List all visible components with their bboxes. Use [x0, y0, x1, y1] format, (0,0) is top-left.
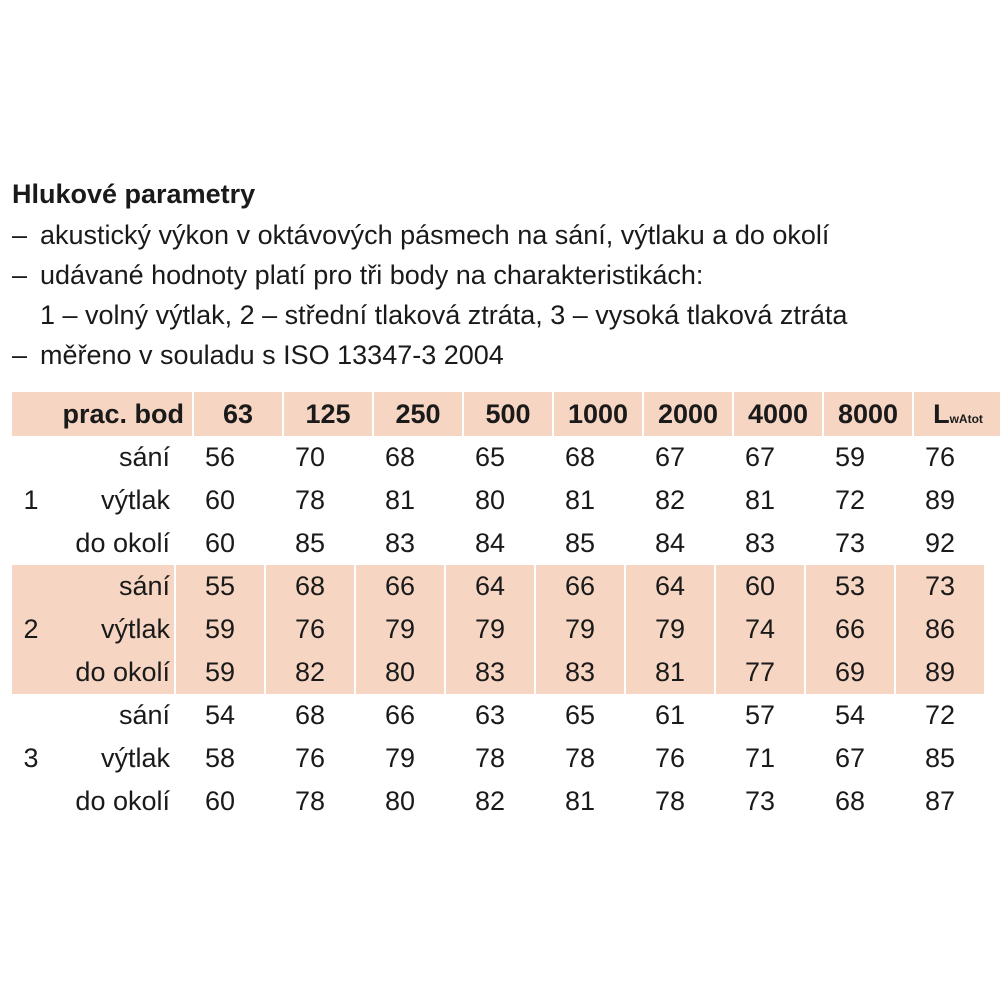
- value-cell: 56: [204, 442, 236, 472]
- row-label: do okolí: [75, 528, 170, 558]
- value-cell: 80: [384, 786, 416, 816]
- value-cell: 55: [176, 565, 264, 608]
- value-cell: 79: [384, 743, 416, 773]
- value-cell: 86: [896, 608, 984, 651]
- value-cell: 80: [356, 651, 444, 694]
- bullet-dash: –: [12, 260, 28, 290]
- table-group-bod-1: [12, 436, 984, 565]
- value-cell: 68: [834, 786, 866, 816]
- row-label: výtlak: [100, 743, 170, 773]
- value-cell: 66: [384, 700, 416, 730]
- group-rows: [50, 565, 984, 694]
- section-title: Hlukové parametry: [12, 179, 256, 209]
- row-label: do okolí: [75, 786, 170, 816]
- value-cell: 74: [716, 608, 804, 651]
- header-freq-1000: 1000: [554, 392, 642, 436]
- value-cell: 76: [294, 743, 326, 773]
- value-cell: 79: [536, 608, 624, 651]
- table-row: [50, 479, 984, 522]
- bullet-item: [12, 335, 997, 375]
- value-cell: 53: [806, 565, 894, 608]
- table-row: [50, 694, 984, 737]
- header-freq-4000: 4000: [734, 392, 822, 436]
- value-cell: 78: [564, 743, 596, 773]
- row-label: výtlak: [100, 485, 170, 515]
- table-group-bod-3: [12, 694, 984, 823]
- value-cell: 78: [294, 786, 326, 816]
- bullet-item: [12, 255, 997, 295]
- header-total: [914, 392, 1000, 436]
- value-cell: 76: [266, 608, 354, 651]
- value-cell: 59: [176, 608, 264, 651]
- value-cell: 80: [474, 485, 506, 515]
- value-cell: 83: [446, 651, 534, 694]
- value-cell: 73: [896, 565, 984, 608]
- table-row: [50, 651, 984, 694]
- value-cell: 78: [654, 786, 686, 816]
- value-cell: 81: [626, 651, 714, 694]
- bullet-list: [12, 215, 997, 375]
- bullet-dash: –: [12, 340, 28, 370]
- header-freq-2000: 2000: [644, 392, 732, 436]
- value-cell: 67: [744, 442, 776, 472]
- header-freq-500: 500: [464, 392, 552, 436]
- table-row: [50, 737, 984, 780]
- table-row: [50, 565, 984, 608]
- value-cell: 65: [564, 700, 596, 730]
- value-cell: 60: [204, 528, 236, 558]
- value-cell: 83: [536, 651, 624, 694]
- value-cell: 69: [806, 651, 894, 694]
- value-cell: 57: [744, 700, 776, 730]
- value-cell: 72: [834, 485, 866, 515]
- value-cell: 61: [654, 700, 686, 730]
- bod-number: 3: [23, 743, 39, 773]
- value-cell: 72: [924, 700, 956, 730]
- row-label: sání: [118, 442, 170, 472]
- value-cell: 82: [654, 485, 686, 515]
- value-cell: 81: [384, 485, 416, 515]
- value-cell: 68: [266, 565, 354, 608]
- table-row: [50, 608, 984, 651]
- value-cell: 84: [654, 528, 686, 558]
- value-cell: 67: [654, 442, 686, 472]
- bullet-text: udávané hodnoty platí pro tři body na charakteristikách:: [40, 260, 704, 290]
- bullet-text: akustický výkon v oktávových pásmech na sání, výtlaku a do okolí: [40, 220, 830, 250]
- value-cell: 81: [744, 485, 776, 515]
- value-cell: 77: [716, 651, 804, 694]
- value-cell: 65: [474, 442, 506, 472]
- value-cell: 67: [834, 743, 866, 773]
- value-cell: 82: [266, 651, 354, 694]
- value-cell: 54: [834, 700, 866, 730]
- value-cell: 85: [294, 528, 326, 558]
- value-cell: 70: [294, 442, 326, 472]
- value-cell: 60: [204, 485, 236, 515]
- value-cell: 78: [474, 743, 506, 773]
- group-rows: [50, 694, 984, 823]
- row-label: sání: [118, 700, 170, 730]
- table-row: [50, 522, 984, 565]
- value-cell: 73: [744, 786, 776, 816]
- header-bod-label: prac. bod: [12, 392, 192, 436]
- bod-number: 2: [12, 565, 50, 694]
- value-cell: 60: [204, 786, 236, 816]
- value-cell: 79: [446, 608, 534, 651]
- header-freq-125: 125: [284, 392, 372, 436]
- value-cell: 68: [564, 442, 596, 472]
- value-cell: 64: [626, 565, 714, 608]
- value-cell: 85: [564, 528, 596, 558]
- value-cell: 89: [924, 485, 956, 515]
- value-cell: 76: [924, 442, 956, 472]
- value-cell: 76: [654, 743, 686, 773]
- table-row: [50, 780, 984, 823]
- value-cell: 59: [176, 651, 264, 694]
- row-label: do okolí: [50, 651, 174, 694]
- value-cell: 79: [626, 608, 714, 651]
- value-cell: 89: [896, 651, 984, 694]
- value-cell: 59: [834, 442, 866, 472]
- bullet-text: měřeno v souladu s ISO 13347-3 2004: [40, 340, 504, 370]
- value-cell: 71: [744, 743, 776, 773]
- value-cell: 81: [564, 786, 596, 816]
- bullet-item: [12, 215, 997, 255]
- value-cell: 66: [806, 608, 894, 651]
- bullet-dash: –: [12, 220, 28, 250]
- bullet-text: 1 – volný výtlak, 2 – střední tlaková ztráta, 3 – vysoká tlaková ztráta: [40, 300, 848, 330]
- value-cell: 58: [204, 743, 236, 773]
- value-cell: 66: [356, 565, 444, 608]
- value-cell: 83: [744, 528, 776, 558]
- value-cell: 92: [924, 528, 956, 558]
- row-label: sání: [50, 565, 174, 608]
- value-cell: 87: [924, 786, 956, 816]
- value-cell: 64: [446, 565, 534, 608]
- value-cell: 68: [384, 442, 416, 472]
- value-cell: 82: [474, 786, 506, 816]
- value-cell: 83: [384, 528, 416, 558]
- value-cell: 81: [564, 485, 596, 515]
- group-rows: [50, 436, 984, 565]
- value-cell: 66: [536, 565, 624, 608]
- table-row: [50, 436, 984, 479]
- value-cell: 63: [474, 700, 506, 730]
- value-cell: 78: [294, 485, 326, 515]
- value-cell: 68: [294, 700, 326, 730]
- value-cell: 73: [834, 528, 866, 558]
- value-cell: 84: [474, 528, 506, 558]
- value-cell: 79: [356, 608, 444, 651]
- value-cell: 60: [716, 565, 804, 608]
- noise-table: [12, 392, 984, 823]
- row-label: výtlak: [50, 608, 174, 651]
- value-cell: 54: [204, 700, 236, 730]
- table-header-row: [12, 392, 984, 436]
- header-freq-8000: 8000: [824, 392, 912, 436]
- value-cell: 85: [924, 743, 956, 773]
- header-total-sub: wAtot: [949, 412, 983, 426]
- bod-number: 1: [23, 485, 39, 515]
- header-freq-250: 250: [374, 392, 462, 436]
- bullet-item-continuation: [12, 295, 997, 335]
- header-freq-63: 63: [194, 392, 282, 436]
- header-total-main: L: [933, 398, 950, 429]
- table-group-bod-2: [12, 565, 984, 694]
